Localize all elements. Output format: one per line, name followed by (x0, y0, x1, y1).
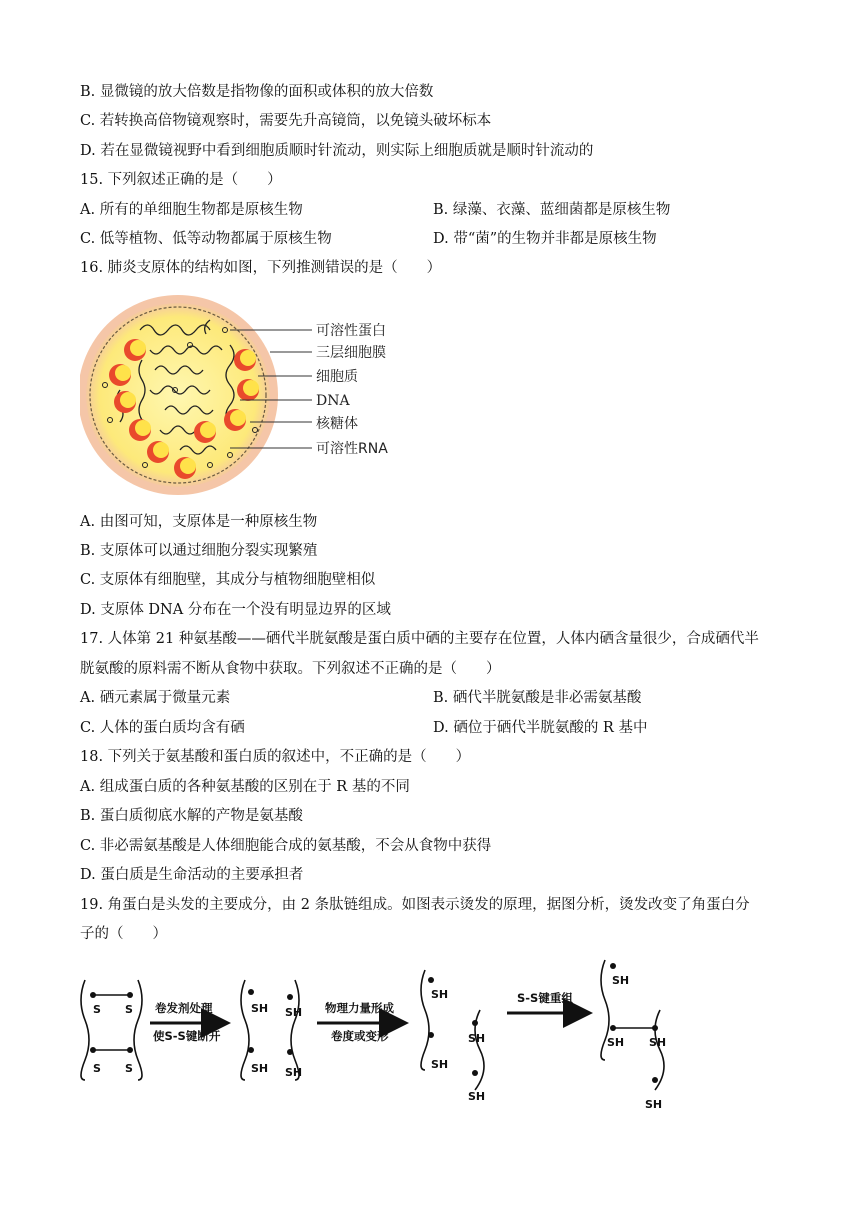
q18-stem: 18. 下列关于氨基酸和蛋白质的叙述中，不正确的是（ ） (80, 749, 471, 765)
q16-option-b: B. 支原体可以通过细胞分裂实现繁殖 (80, 543, 318, 559)
q17-option-b: B. 硒代半胱氨酸是非必需氨基酸 (433, 690, 642, 706)
q17-option-a: A. 硒元素属于微量元素 (80, 690, 231, 706)
q16-option-d: D. 支原体 DNA 分布在一个没有明显边界的区域 (80, 602, 391, 618)
q15-option-a: A. 所有的单细胞生物都是原核生物 (80, 202, 303, 218)
s-label-3: S (93, 1062, 101, 1075)
s-label-4: S (125, 1062, 133, 1075)
sh-label-3: SH (285, 1006, 303, 1019)
q15-stem: 15. 下列叙述正确的是（ ） (80, 172, 282, 188)
sh-label-2: SH (251, 1062, 269, 1075)
label-soluble-rna: 可溶性RNA (316, 441, 388, 457)
q15-option-d: D. 带“菌”的生物并非都是原核生物 (433, 231, 657, 247)
arrow2-bottom-label: 卷度或变形 (331, 1029, 389, 1043)
sh-label-10: SH (607, 1036, 625, 1049)
s-label-1: S (93, 1003, 101, 1016)
q16-stem: 16. 肺炎支原体的结构如图，下列推测错误的是（ ） (80, 260, 442, 276)
q18-option-b: B. 蛋白质彻底水解的产物是氨基酸 (80, 808, 303, 824)
sh-label-1: SH (251, 1002, 269, 1015)
mycoplasma-diagram (80, 290, 410, 505)
q16-option-a: A. 由图可知，支原体是一种原核生物 (80, 514, 318, 530)
label-cytoplasm: 细胞质 (316, 369, 358, 385)
q17-stem-line1: 17. 人体第 21 种氨基酸——硒代半胱氨酸是蛋白质中硒的主要存在位置，人体内硒含量很少，合成硒代半 (80, 631, 759, 647)
q17-option-c: C. 人体的蛋白质均含有硒 (80, 720, 245, 736)
label-dna: DNA (316, 393, 350, 409)
arrow1-bottom-label: 使S-S键断开 (153, 1029, 221, 1043)
arrow2-top-label: 物理力量形成 (325, 1001, 394, 1015)
q18-option-d: D. 蛋白质是生命活动的主要承担者 (80, 867, 304, 883)
sh-label-9: SH (612, 974, 630, 987)
sh-label-6: SH (431, 1058, 449, 1071)
q18-option-a: A. 组成蛋白质的各种氨基酸的区别在于 R 基的不同 (80, 779, 410, 795)
sh-label-5: SH (431, 988, 449, 1001)
arrow3-top-label: S-S键重组 (517, 991, 573, 1005)
perm-principle-diagram (75, 950, 705, 1115)
q17-stem-line2: 胱氨酸的原料需不断从食物中获取。下列叙述不正确的是（ ） (80, 661, 501, 677)
sh-label-7: SH (468, 1032, 486, 1045)
sh-label-11: SH (649, 1036, 667, 1049)
q17-option-d: D. 硒位于硒代半胱氨酸的 R 基中 (433, 720, 648, 736)
q18-option-c: C. 非必需氨基酸是人体细胞能合成的氨基酸，不会从食物中获得 (80, 838, 492, 854)
q19-stem-line1: 19. 角蛋白是头发的主要成分，由 2 条肽链组成。如图表示烫发的原理，据图分析，烫发改变了角蛋白分 (80, 897, 750, 913)
q14-option-d: D. 若在显微镜视野中看到细胞质顺时针流动，则实际上细胞质就是顺时针流动的 (80, 143, 594, 159)
q15-option-c: C. 低等植物、低等动物都属于原核生物 (80, 231, 332, 247)
label-three-layer-membrane: 三层细胞膜 (316, 345, 386, 361)
q15-option-b: B. 绿藻、衣藻、蓝细菌都是原核生物 (433, 202, 671, 218)
sh-label-12: SH (645, 1098, 663, 1111)
label-soluble-protein: 可溶性蛋白 (316, 323, 386, 339)
s-label-2: S (125, 1003, 133, 1016)
sh-label-8: SH (468, 1090, 486, 1103)
q14-option-c: C. 若转换高倍物镜观察时，需要先升高镜筒，以免镜头破坏标本 (80, 113, 492, 129)
sh-label-4: SH (285, 1066, 303, 1079)
arrow1-top-label: 卷发剂处理 (155, 1001, 213, 1015)
q19-stem-line2: 子的（ ） (80, 926, 167, 942)
label-ribosome: 核糖体 (316, 416, 358, 432)
q14-option-b: B. 显微镜的放大倍数是指物像的面积或体积的放大倍数 (80, 84, 434, 100)
q16-option-c: C. 支原体有细胞壁，其成分与植物细胞壁相似 (80, 572, 376, 588)
